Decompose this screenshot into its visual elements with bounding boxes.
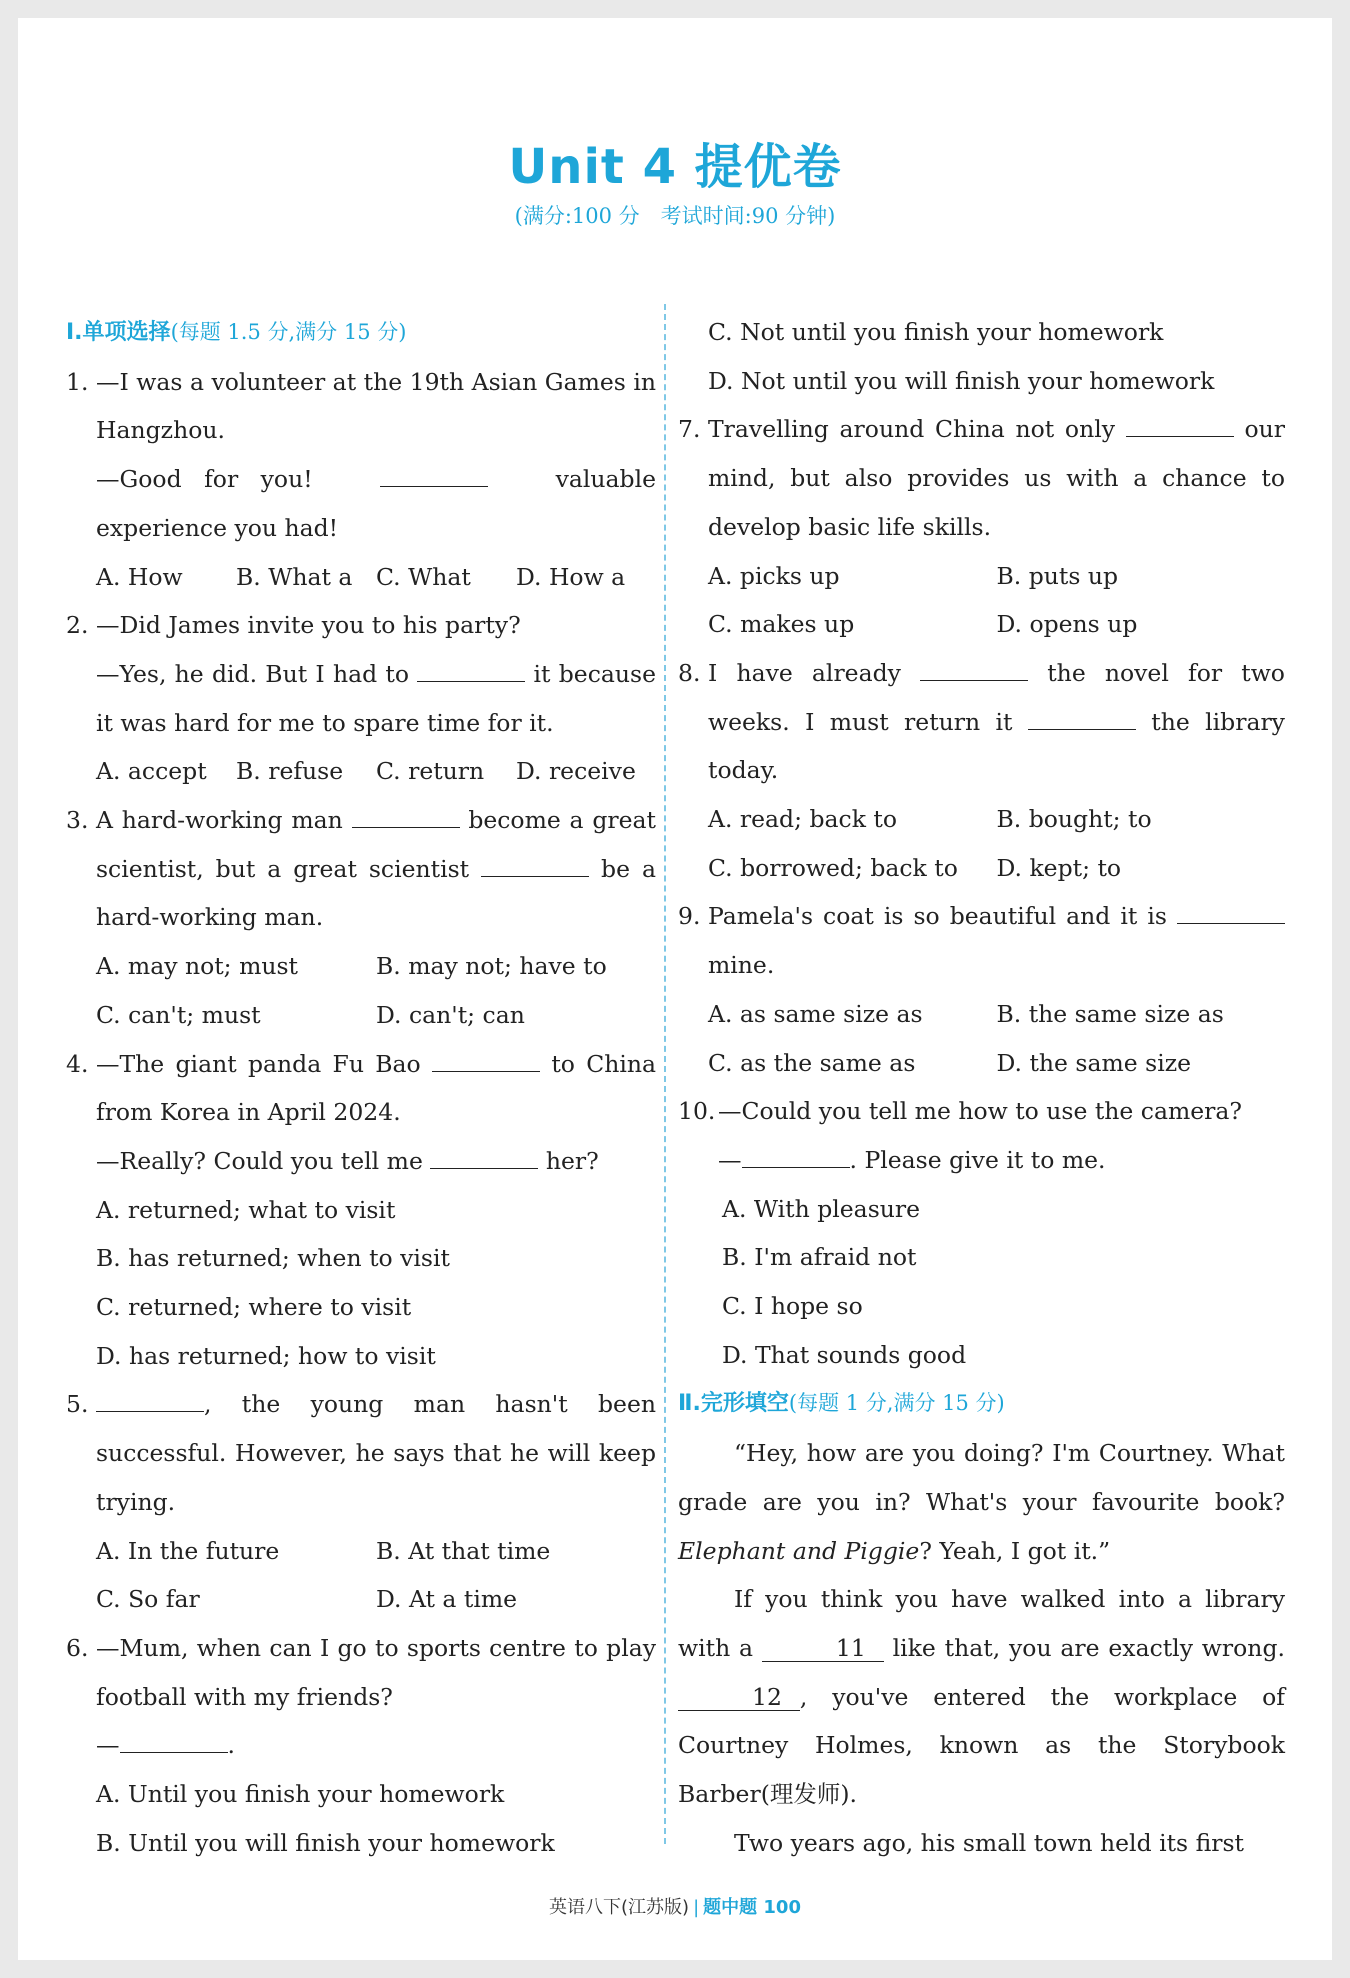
- passage-paragraph: Two years ago, his small town held its first: [734, 1828, 1244, 1857]
- cloze-blank-12[interactable]: 12: [678, 1684, 800, 1711]
- option-d[interactable]: D. At a time: [376, 1585, 518, 1614]
- question-4: 4. —The giant panda Fu Bao to China from Korea in April 2024. —Really? Could you tell me her? A. returned; what to visit B. has returned; when to visit C. returned; where to visit D. has returned; how to visit: [66, 1040, 656, 1381]
- option-b[interactable]: B. I'm afraid not: [722, 1243, 917, 1272]
- page-title: Unit 4 提优卷: [508, 139, 842, 195]
- question-2: 2. —Did James invite you to his party? —Yes, he did. But I had to it because it was hard for me to spare time for it. A. accept B. refuse C. return D. receive: [66, 601, 656, 796]
- option-d[interactable]: D. the same size: [996, 1048, 1191, 1077]
- question-7: 7. Travelling around China not only our mind, but also provides us with a chance to develop basic life skills. A. picks up B. puts up C. makes up D. opens up: [678, 405, 1285, 649]
- answer-blank[interactable]: [1028, 707, 1136, 730]
- answer-blank[interactable]: [96, 1389, 204, 1412]
- options: [66, 553, 656, 602]
- section-1-heading: Ⅰ.单项选择(每题 1.5 分,满分 15 分): [66, 320, 407, 345]
- option-a[interactable]: A. With pleasure: [722, 1194, 921, 1223]
- option-d[interactable]: D. How a: [516, 562, 626, 591]
- option-b[interactable]: B. puts up: [996, 561, 1119, 590]
- book-name: 英语八下(江苏版): [549, 1897, 690, 1918]
- book-title: Elephant and Piggie: [678, 1536, 920, 1565]
- column-divider: [664, 304, 666, 1844]
- options: [66, 1527, 656, 1576]
- answer-blank[interactable]: [417, 659, 525, 682]
- option-d[interactable]: D. has returned; how to visit: [96, 1341, 436, 1370]
- option-b[interactable]: B. What a: [236, 562, 353, 591]
- option-c[interactable]: C. I hope so: [722, 1292, 863, 1321]
- option-c[interactable]: C. What: [376, 562, 471, 591]
- answer-blank[interactable]: [430, 1146, 538, 1169]
- options: [66, 942, 656, 991]
- cloze-blank-11[interactable]: 11: [762, 1635, 884, 1662]
- answer-blank[interactable]: [1126, 414, 1234, 437]
- option-c[interactable]: C. Not until you finish your homework: [708, 318, 1164, 346]
- option-c[interactable]: C. So far: [96, 1585, 200, 1614]
- answer-blank[interactable]: [742, 1145, 850, 1168]
- passage-paragraph: If you think you have walked into a library with a 11 like that, you are exactly wrong. 12 , you've entered the workplace of Courtney Holmes, known as the Storybook Barber(理发师).: [678, 1585, 1285, 1809]
- option-a[interactable]: A. as same size as: [708, 999, 923, 1028]
- option-b[interactable]: B. has returned; when to visit: [96, 1244, 450, 1273]
- option-d[interactable]: D. opens up: [996, 610, 1138, 639]
- option-d[interactable]: D. can't; can: [376, 1000, 525, 1029]
- page-number: 题中题 100: [703, 1897, 801, 1918]
- option-b[interactable]: B. bought; to: [996, 805, 1152, 834]
- options: [678, 552, 1285, 601]
- question-5: 5. , the young man hasn't been successful. However, he says that he will keep trying. A. In the future B. At that time C. So far D. At a time: [66, 1380, 656, 1624]
- question-9: 9. Pamela's coat is so beautiful and it is mine. A. as same size as B. the same size as C. as the same as D. the same size: [678, 892, 1285, 1087]
- option-a[interactable]: A. picks up: [708, 561, 840, 590]
- option-a[interactable]: A. How: [96, 562, 183, 591]
- question-1: 1. —I was a volunteer at the 19th Asian Games in Hangzhou. —Good for you! valuable experience you had! A. How B. What a C. What D. How a: [66, 358, 656, 602]
- question-3: 3. A hard-working man become a great scientist, but a great scientist be a hard-working man. A. may not; must B. may not; have to C. can't; must D. can't; can: [66, 796, 656, 1040]
- option-a[interactable]: A. returned; what to visit: [96, 1195, 396, 1224]
- option-c[interactable]: C. borrowed; back to: [708, 853, 958, 882]
- answer-blank[interactable]: [120, 1730, 228, 1753]
- answer-blank[interactable]: [1177, 901, 1285, 924]
- options: [678, 990, 1285, 1039]
- option-b[interactable]: B. may not; have to: [376, 952, 607, 981]
- page-footer: [18, 1893, 1332, 1919]
- answer-blank[interactable]: [481, 854, 589, 877]
- question-10: 10. —Could you tell me how to use the camera? — . Please give it to me. A. With pleasure B. I'm afraid not C. I hope so D. That sounds good: [678, 1087, 1285, 1379]
- options: [678, 795, 1285, 844]
- option-b[interactable]: B. the same size as: [996, 999, 1224, 1028]
- option-c[interactable]: C. as the same as: [708, 1048, 916, 1077]
- page: [18, 18, 1332, 1960]
- answer-blank[interactable]: [352, 805, 460, 828]
- option-b[interactable]: B. At that time: [376, 1536, 551, 1565]
- option-c[interactable]: C. return: [376, 757, 485, 786]
- option-a[interactable]: A. Until you finish your homework: [96, 1780, 505, 1809]
- page-subtitle: (满分:100 分 考试时间:90 分钟): [514, 204, 836, 228]
- option-a[interactable]: A. may not; must: [96, 952, 298, 981]
- option-d[interactable]: D. kept; to: [996, 853, 1122, 882]
- options: [66, 747, 656, 796]
- right-column: [678, 308, 1285, 1868]
- answer-blank[interactable]: [432, 1049, 540, 1072]
- option-c[interactable]: C. makes up: [708, 610, 855, 639]
- option-a[interactable]: A. read; back to: [708, 805, 898, 834]
- option-b[interactable]: B. Until you will finish your homework: [96, 1828, 555, 1857]
- left-column: [66, 308, 656, 1868]
- option-d[interactable]: D. receive: [516, 757, 636, 786]
- question-8: 8. I have already the novel for two weeks. I must return it the library today. A. read; back to B. bought; to C. borrowed; back to D. kept; to: [678, 649, 1285, 893]
- option-a[interactable]: A. accept: [96, 757, 207, 786]
- footer-separator: |: [693, 1897, 700, 1918]
- option-c[interactable]: C. can't; must: [96, 1000, 261, 1029]
- option-b[interactable]: B. refuse: [236, 757, 344, 786]
- question-6: 6. —Mum, when can I go to sports centre to play football with my friends? — . A. Until you finish your homework B. Until you will finish your homework: [66, 1624, 656, 1868]
- option-c[interactable]: C. returned; where to visit: [96, 1293, 412, 1322]
- option-a[interactable]: A. In the future: [96, 1536, 280, 1565]
- answer-blank[interactable]: [920, 658, 1028, 681]
- passage-paragraph: “Hey, how are you doing? I'm Courtney. What grade are you in? What's your favourite book? Elephant and Piggie? Yeah, I got it.”: [678, 1439, 1285, 1565]
- answer-blank[interactable]: [380, 464, 488, 487]
- section-2-heading: Ⅱ.完形填空(每题 1 分,满分 15 分): [678, 1391, 1005, 1417]
- cloze-passage: [678, 1429, 1285, 1867]
- option-d[interactable]: D. That sounds good: [722, 1340, 967, 1369]
- option-d[interactable]: D. Not until you will finish your homework: [708, 366, 1215, 395]
